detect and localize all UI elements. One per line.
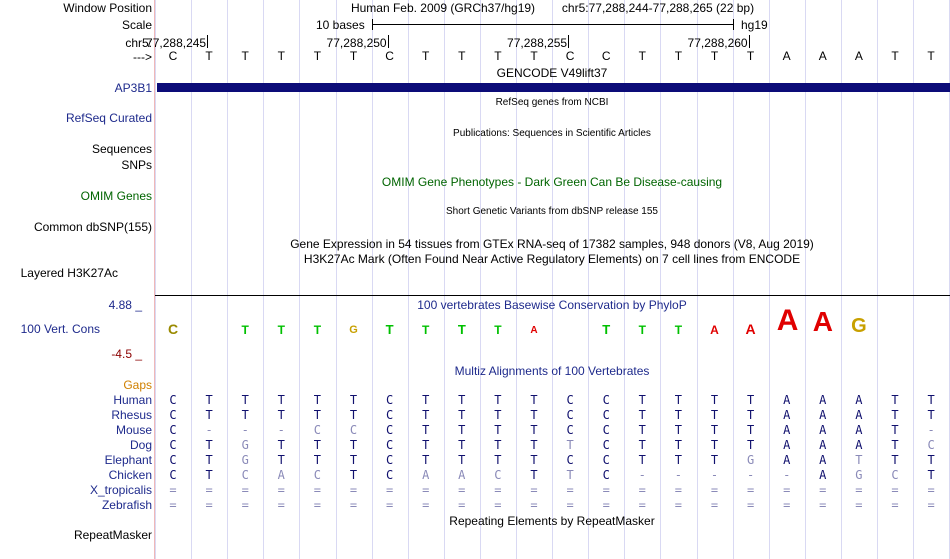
scale-bar-text: 10 bases — [316, 18, 365, 32]
alignment-base: T — [891, 393, 899, 407]
window-position-label: Window Position — [63, 1, 152, 15]
alignment-base: A — [819, 453, 827, 467]
alignment-base: C — [385, 468, 394, 482]
conservation-letter: T — [674, 323, 683, 337]
coordinate-tick — [749, 35, 750, 48]
alignment-base: = — [422, 483, 430, 497]
alignment-base: = — [494, 483, 502, 497]
alignment-base: = — [205, 498, 213, 512]
alignment-base: = — [458, 498, 466, 512]
alignment-base: = — [819, 498, 827, 512]
alignment-base: A — [855, 393, 863, 407]
alignment-base: = — [349, 498, 358, 512]
alignment-base: A — [855, 438, 863, 452]
conservation-letter: A — [812, 306, 834, 337]
alignment-base: T — [494, 453, 502, 467]
alignment-base: = — [746, 498, 755, 512]
alignment-base: = — [927, 483, 935, 497]
alignment-base: C — [385, 438, 394, 452]
coordinate-label: 77,288,250 — [326, 36, 387, 50]
alignment-base: T — [422, 453, 430, 467]
alignment-base: = — [349, 483, 358, 497]
species-label[interactable]: Elephant — [104, 453, 152, 467]
alignment-base: T — [349, 438, 358, 452]
alignment-base: T — [422, 408, 430, 422]
alignment-base: T — [494, 393, 502, 407]
alignment-base: A — [855, 408, 863, 422]
alignment-base: T — [674, 438, 682, 452]
ap3b1-label[interactable]: AP3B1 — [114, 81, 152, 95]
coordinate-tick — [388, 35, 389, 48]
sequence-base: T — [927, 49, 935, 63]
cons-max-label: 4.88 _ — [108, 298, 142, 312]
publications-title: Publications: Sequences in Scientific Articles — [453, 128, 651, 139]
alignment-base: T — [891, 408, 899, 422]
omim-genes-label[interactable]: OMIM Genes — [80, 189, 152, 203]
alignment-base: T — [530, 408, 538, 422]
species-label[interactable]: Chicken — [108, 468, 152, 482]
alignment-base: C — [385, 453, 394, 467]
alignment-base: T — [530, 438, 538, 452]
alignment-base: T — [530, 468, 538, 482]
alignment-base: C — [313, 468, 321, 482]
alignment-base: G — [241, 438, 249, 452]
alignment-base: C — [313, 423, 321, 437]
alignment-base: T — [566, 468, 574, 482]
alignment-base: C — [494, 468, 502, 482]
alignment-base: T — [638, 438, 646, 452]
conservation-letter: A — [710, 323, 719, 337]
scale-bar-tick-left — [372, 19, 373, 30]
sequence-base: A — [818, 49, 827, 63]
alignment-base: - — [674, 468, 682, 482]
sequence-base: T — [891, 49, 899, 63]
alignment-base: A — [819, 438, 827, 452]
alignment-base: T — [530, 393, 538, 407]
dbsnp-title: Short Genetic Variants from dbSNP release 155 — [446, 206, 658, 217]
alignment-base: T — [927, 408, 935, 422]
coordinate-label: 77,288,245 — [146, 36, 207, 50]
alignment-base: T — [710, 438, 719, 452]
h3k27ac-label[interactable]: Layered H3K27Ac — [20, 266, 118, 280]
conservation-letter: T — [638, 323, 646, 337]
alignment-base: T — [891, 423, 899, 437]
alignment-base: = — [530, 498, 538, 512]
alignment-base: - — [783, 468, 791, 482]
alignment-base: T — [205, 438, 213, 452]
alignment-base: T — [927, 393, 935, 407]
alignment-base: = — [638, 483, 646, 497]
assembly-label: Human Feb. 2009 (GRCh37/hg19) — [350, 1, 536, 15]
alignment-base: A — [422, 468, 430, 482]
alignment-base: T — [458, 453, 466, 467]
alignment-base: T — [205, 393, 213, 407]
alignment-base: T — [458, 393, 466, 407]
sequence-base: T — [241, 49, 249, 63]
alignment-base: = — [277, 483, 285, 497]
coordinate-tick — [207, 35, 208, 48]
alignment-base: T — [458, 423, 466, 437]
alignment-base: = — [530, 483, 538, 497]
cons-min-label: -4.5 _ — [111, 347, 142, 361]
alignment-base: = — [746, 483, 755, 497]
alignment-base: T — [494, 408, 502, 422]
alignment-base: C — [385, 393, 394, 407]
alignment-base: T — [530, 423, 538, 437]
alignment-base: = — [422, 498, 430, 512]
alignment-base: = — [783, 483, 791, 497]
alignment-base: T — [746, 438, 755, 452]
alignment-base: T — [710, 423, 719, 437]
alignment-base: T — [494, 423, 502, 437]
alignment-base: = — [385, 498, 394, 512]
alignment-base: T — [458, 408, 466, 422]
species-label[interactable]: Human — [113, 393, 152, 407]
alignment-base: T — [205, 408, 213, 422]
alignment-base: T — [422, 438, 430, 452]
sequence-base: T — [458, 49, 466, 63]
sequence-base: A — [782, 49, 791, 63]
alignment-base: A — [783, 408, 791, 422]
scale-bar — [372, 24, 734, 25]
conservation-letter: A — [530, 325, 538, 336]
dbsnp-label[interactable]: Common dbSNP(155) — [33, 220, 152, 234]
alignment-base: = — [205, 483, 213, 497]
alignment-base: C — [566, 393, 574, 407]
alignment-base: T — [710, 408, 719, 422]
alignment-base: A — [855, 423, 863, 437]
species-label[interactable]: Dog — [129, 438, 152, 452]
sequence-base: T — [277, 49, 285, 63]
alignment-base: = — [458, 483, 466, 497]
alignment-base: = — [674, 498, 682, 512]
alignment-base: = — [313, 498, 321, 512]
conservation-letter: T — [385, 322, 394, 337]
alignment-base: = — [927, 498, 935, 512]
alignment-base: = — [566, 498, 574, 512]
alignment-base: C — [385, 408, 394, 422]
alignment-base: G — [855, 468, 863, 482]
alignment-base: C — [169, 438, 177, 452]
alignment-base: T — [205, 453, 213, 467]
scale-label: Scale — [121, 18, 152, 32]
alignment-base: - — [205, 423, 213, 437]
gencode-title: GENCODE V49lift37 — [496, 66, 608, 80]
alignment-base: T — [241, 393, 249, 407]
sequence-base: A — [854, 49, 863, 63]
coordinate-label: 77,288,260 — [687, 36, 748, 50]
conservation-letter: T — [313, 323, 322, 337]
refseq-ncbi-title: RefSeq genes from NCBI — [495, 97, 609, 108]
alignment-base: = — [638, 498, 646, 512]
alignment-base: G — [241, 453, 249, 467]
alignment-base: C — [169, 468, 177, 482]
sequence-base: T — [422, 49, 430, 63]
sequence-base: T — [205, 49, 213, 63]
sequences-label[interactable]: Sequences — [91, 142, 152, 156]
alignment-base: T — [674, 453, 682, 467]
refseq-curated-label[interactable]: RefSeq Curated — [65, 111, 152, 125]
alignment-base: = — [277, 498, 285, 512]
alignment-base: C — [241, 468, 249, 482]
alignment-base: C — [566, 408, 574, 422]
alignment-base: C — [602, 438, 610, 452]
alignment-base: = — [385, 483, 394, 497]
vert-cons-label[interactable]: 100 Vert. Cons — [20, 322, 100, 336]
alignment-base: T — [349, 408, 358, 422]
alignment-base: T — [927, 453, 935, 467]
alignment-base: = — [169, 498, 177, 512]
conservation-letter: T — [494, 323, 502, 337]
alignment-base: C — [349, 423, 358, 437]
h3k27ac-title: H3K27Ac Mark (Often Found Near Active Regulatory Elements) on 7 cell lines from ENCODE — [303, 252, 801, 266]
alignment-base: C — [602, 468, 610, 482]
alignment-base: T — [638, 423, 646, 437]
alignment-base: T — [313, 408, 321, 422]
alignment-base: A — [783, 393, 791, 407]
sequence-base: C — [601, 49, 611, 63]
gaps-label[interactable]: Gaps — [123, 378, 152, 392]
alignment-base: T — [891, 453, 899, 467]
alignment-base: C — [169, 453, 177, 467]
alignment-base: C — [169, 408, 177, 422]
alignment-base: A — [277, 468, 285, 482]
alignment-base: = — [169, 483, 177, 497]
alignment-base: T — [277, 408, 285, 422]
alignment-base: T — [313, 438, 321, 452]
alignment-base: T — [422, 393, 430, 407]
alignment-base: - — [241, 423, 249, 437]
alignment-base: = — [241, 498, 249, 512]
alignment-base: - — [638, 468, 646, 482]
alignment-base: T — [313, 453, 321, 467]
alignment-base: T — [313, 393, 321, 407]
repeatmasker-title: Repeating Elements by RepeatMasker — [449, 514, 655, 528]
alignment-base: - — [746, 468, 755, 482]
alignment-base: = — [602, 483, 610, 497]
alignment-base: C — [169, 393, 177, 407]
alignment-base: T — [891, 438, 899, 452]
sequence-base: T — [313, 49, 322, 63]
alignment-base: A — [819, 408, 827, 422]
species-label[interactable]: Zebrafish — [101, 498, 152, 512]
conservation-letter: C — [167, 321, 179, 337]
phylop-title: 100 vertebrates Basewise Conservation by PhyloP — [417, 298, 687, 312]
alignment-base: = — [819, 483, 827, 497]
alignment-base: T — [277, 438, 285, 452]
chr-label: chr5: — [125, 36, 152, 50]
alignment-base: T — [566, 438, 574, 452]
sequence-base: C — [168, 49, 178, 63]
sequence-base: C — [385, 49, 394, 63]
sequence-base: T — [746, 49, 755, 63]
alignment-base: = — [855, 498, 863, 512]
conservation-letter: G — [851, 315, 867, 337]
alignment-base: = — [783, 498, 791, 512]
alignment-base: T — [927, 468, 935, 482]
sequence-base: T — [638, 49, 646, 63]
conservation-letter: T — [602, 322, 611, 337]
repeatmasker-label[interactable]: RepeatMasker — [73, 528, 152, 542]
alignment-base: = — [241, 483, 249, 497]
conservation-letter: T — [457, 322, 466, 337]
alignment-base: C — [602, 408, 610, 422]
alignment-base: C — [602, 423, 610, 437]
alignment-base: C — [602, 393, 610, 407]
sequence-base: T — [494, 49, 502, 63]
alignment-base: T — [458, 438, 466, 452]
ap3b1-gene-bar[interactable] — [157, 83, 950, 92]
sequence-base: T — [674, 49, 683, 63]
conservation-letter: T — [241, 323, 249, 337]
alignment-base: = — [674, 483, 682, 497]
alignment-base: A — [819, 393, 827, 407]
coordinate-tick — [568, 35, 569, 48]
omim-phenotypes-title: OMIM Gene Phenotypes - Dark Green Can Be Disease-causing — [381, 175, 723, 189]
alignment-base: C — [566, 423, 574, 437]
alignment-base: T — [638, 393, 646, 407]
alignment-base: = — [313, 483, 321, 497]
strand-arrow-label[interactable]: ---> — [133, 50, 152, 64]
alignment-base: A — [458, 468, 466, 482]
alignment-base: = — [891, 498, 899, 512]
alignment-base: = — [602, 498, 610, 512]
species-label[interactable]: Mouse — [115, 423, 152, 437]
alignment-base: T — [241, 408, 249, 422]
alignment-base: T — [530, 453, 538, 467]
conservation-letter: T — [422, 323, 430, 337]
alignment-base: = — [891, 483, 899, 497]
alignment-base: = — [494, 498, 502, 512]
alignment-base: T — [746, 408, 755, 422]
snps-label[interactable]: SNPs — [121, 158, 152, 172]
alignment-base: T — [349, 393, 358, 407]
scale-bar-tick-right — [733, 19, 734, 30]
alignment-base: C — [169, 423, 177, 437]
conservation-letter: T — [277, 323, 285, 337]
alignment-base: T — [494, 438, 502, 452]
alignment-base: C — [566, 453, 574, 467]
alignment-base: T — [674, 423, 682, 437]
alignment-base: T — [674, 408, 682, 422]
alignment-base: - — [277, 423, 285, 437]
alignment-base: - — [927, 423, 935, 437]
alignment-base: T — [710, 393, 719, 407]
conservation-letter: G — [349, 324, 358, 336]
sequence-base: T — [530, 49, 538, 63]
alignment-base: T — [205, 468, 213, 482]
sequence-base: C — [565, 49, 575, 63]
sequence-base: T — [710, 49, 719, 63]
alignment-base: T — [710, 453, 719, 467]
alignment-base: T — [349, 453, 358, 467]
alignment-base: = — [855, 483, 863, 497]
track-area[interactable] — [146, 0, 950, 559]
alignment-base: T — [674, 393, 682, 407]
conservation-letter: A — [745, 321, 756, 337]
alignment-base: T — [277, 453, 285, 467]
alignment-base: A — [783, 453, 791, 467]
scale-db-label: hg19 — [741, 18, 768, 32]
alignment-base: T — [638, 453, 646, 467]
alignment-base: - — [710, 468, 719, 482]
alignment-base: C — [891, 468, 899, 482]
alignment-base: = — [710, 498, 719, 512]
sequence-base: T — [349, 49, 358, 63]
multiz-title: Multiz Alignments of 100 Vertebrates — [454, 364, 650, 378]
alignment-base: A — [783, 438, 791, 452]
alignment-base: A — [783, 423, 791, 437]
alignment-base: T — [422, 423, 430, 437]
alignment-base: A — [819, 423, 827, 437]
cons-top-line — [155, 295, 950, 296]
species-label[interactable]: X_tropicalis — [89, 483, 152, 497]
alignment-base: T — [746, 423, 755, 437]
conservation-letter: A — [776, 304, 799, 337]
alignment-base: T — [349, 468, 358, 482]
alignment-base: C — [385, 423, 394, 437]
alignment-base: T — [855, 453, 863, 467]
alignment-base: C — [927, 438, 935, 452]
alignment-base: T — [638, 408, 646, 422]
position-readout: chr5:77,288,244-77,288,265 (22 bp) — [561, 1, 755, 15]
track-label-panel — [0, 0, 154, 559]
gtex-title: Gene Expression in 54 tissues from GTEx RNA-seq of 17382 samples, 948 donors (V8, Aug 2019) — [290, 237, 814, 251]
alignment-base: = — [566, 483, 574, 497]
alignment-base: T — [746, 393, 755, 407]
alignment-base: A — [819, 468, 827, 482]
alignment-base: = — [710, 483, 719, 497]
alignment-base: C — [602, 453, 610, 467]
species-label[interactable]: Rhesus — [111, 408, 152, 422]
coordinate-label: 77,288,255 — [507, 36, 568, 50]
alignment-base: G — [746, 453, 755, 467]
alignment-base: T — [277, 393, 285, 407]
